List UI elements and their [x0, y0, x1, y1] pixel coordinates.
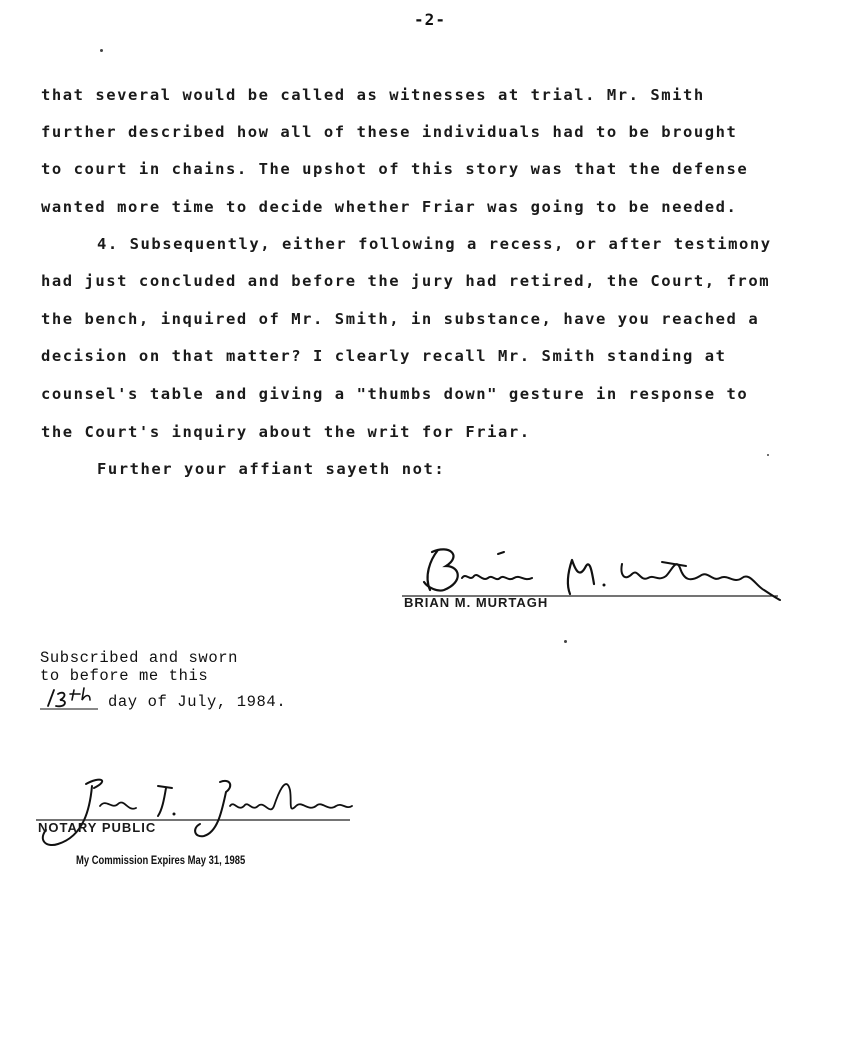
affiant-name: BRIAN M. MURTAGH: [404, 595, 549, 610]
body-line-2: further described how all of these individuals had to be brought: [41, 123, 738, 141]
body-line-3: to court in chains. The upshot of this story was that the defense: [41, 160, 749, 178]
body-line-7: the bench, inquired of Mr. Smith, in substance, have you reached a: [41, 310, 760, 328]
page-number: -2-: [414, 10, 446, 29]
jurat-date-text: day of July, 1984.: [108, 693, 287, 711]
jurat-line-3: [40, 686, 286, 712]
handwritten-day: [40, 686, 102, 712]
body-line-5: 4. Subsequently, either following a recess, or after testimony: [97, 235, 772, 253]
body-line-10: the Court's inquiry about the writ for Friar.: [41, 423, 531, 441]
jurat-line-2: to before me this: [40, 667, 209, 685]
notary-signature: [34, 770, 360, 850]
closing-line: Further your affiant sayeth not:: [97, 460, 446, 478]
commission-stamp: My Commission Expires May 31, 1985: [76, 855, 246, 867]
scan-speck: [100, 49, 103, 52]
body-line-6: had just concluded and before the jury had retired, the Court, from: [41, 272, 771, 290]
scan-speck: [767, 454, 769, 456]
scan-speck: [564, 640, 567, 643]
body-line-8: decision on that matter? I clearly recall Mr. Smith standing at: [41, 347, 727, 365]
jurat-line-1: Subscribed and sworn: [40, 649, 239, 667]
body-line-1: that several would be called as witnesses at trial. Mr. Smith: [41, 86, 705, 104]
body-line-9: counsel's table and giving a "thumbs down" gesture in response to: [41, 385, 749, 403]
notary-label: NOTARY PUBLIC: [38, 820, 157, 835]
body-line-4: wanted more time to decide whether Friar was going to be needed.: [41, 198, 738, 216]
